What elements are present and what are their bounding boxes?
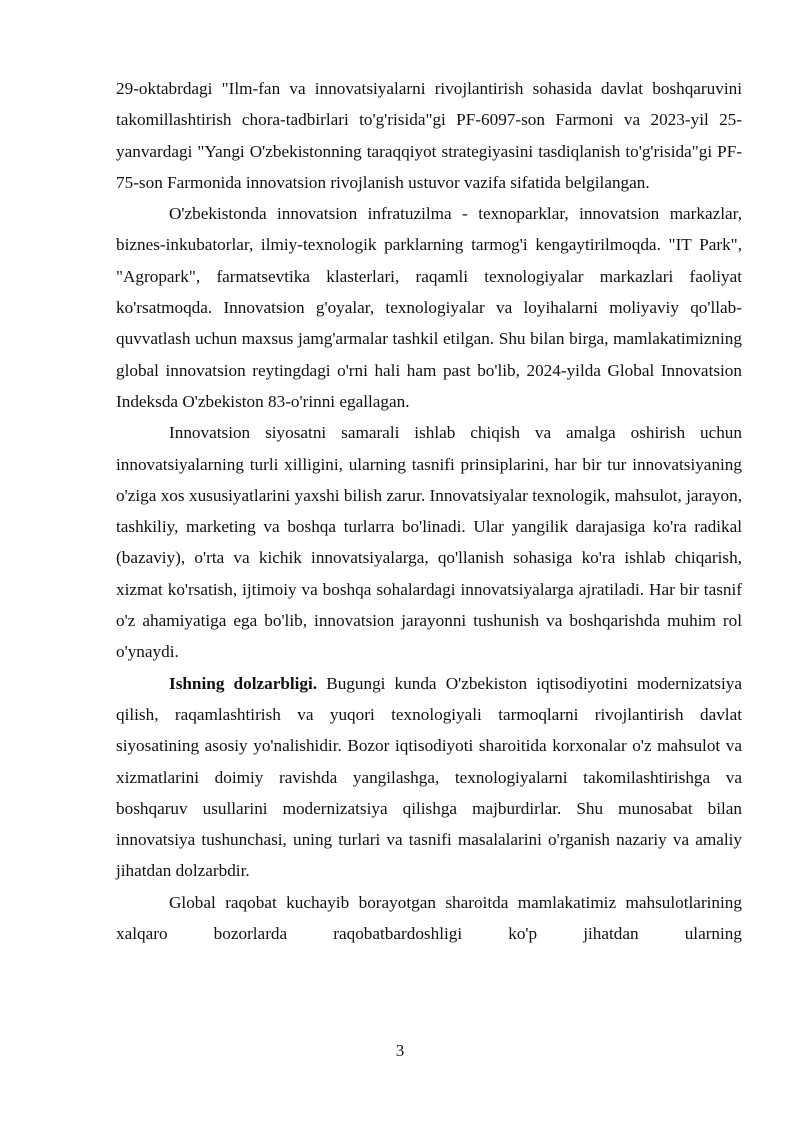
paragraph-text: Global raqobat kuchayib borayotgan sharoitda mamlakatimiz mahsulotlarining xalqaro bozorlarda raqobatbardoshligi ko'p jihatdan ularning — [116, 892, 742, 944]
paragraph-decree-continuation — [116, 73, 742, 198]
paragraph-relevance — [116, 668, 742, 887]
page-number: 3 — [395, 1041, 405, 1060]
paragraph-innovation-policy — [116, 417, 742, 667]
paragraph-text: Bugungi kunda O'zbekiston iqtisodiyotini modernizatsiya qilish, raqamlashtirish va yuqori texnologiyali tarmoqlarni rivojlantirish davlat siyosatining asosiy yo'nalishidir. Bozor iqtisodiyoti sharoitida korxonalar o'z mahsulot va xizmatlarini doimiy ravishda yangilashga, texnologiyalarni takomilashtirishga va boshqaruv usullarini modernizatsiya qilishga majburdirlar. Shu munosabat bilan innovatsiya tushunchasi, uning turlari va tasnifi masalalarini o'rganish nazariy va amaliy jihatdan dolzarbdir. — [116, 673, 742, 881]
paragraph-innovation-infrastructure — [116, 198, 742, 417]
paragraph-global-competition — [116, 887, 742, 950]
paragraph-text: Innovatsion siyosatni samarali ishlab chiqish va amalga oshirish uchun innovatsiyalarning turli xilligini, ularning tasnifi prinsiplarini, har bir tur innovatsiyaning o'ziga xos xususiyatlarini yaxshi bilish zarur. Innovatsiyalar texnologik, mahsulot, jarayon, tashkiliy, marketing va boshqa turlarra bo'linadi. Ular yangilik darajasiga ko'ra radikal (bazaviy), o'rta va kichik innovatsiyalarga, qo'llanish sohasiga ko'ra ishlab chiqarish, xizmat ko'rsatish, ijtimoiy va boshqa sohalardagi innovatsiyalarga ajratiladi. Har bir tasnif o'z ahamiyatiga ega bo'lib, innovatsion jarayonni tushunish va boshqarishda muhim rol o'ynaydi. — [116, 423, 742, 662]
paragraph-text: 29-oktabrdagi "Ilm-fan va innovatsiyalarni rivojlantirish sohasida davlat boshqaruvini takomillashtirish chora-tadbirlari to'g'risida"gi PF-6097-son Farmoni va 2023-yil 25-yanvardagi "Yangi O'zbekistonning taraqqiyot strategiyasini tasdiqlanish to'g'risida"gi PF-75-son Farmonida innovatsion rivojlanish ustuvor vazifa sifatida belgilangan. — [116, 79, 742, 192]
document-body — [116, 73, 742, 949]
paragraph-text: O'zbekistonda innovatsion infratuzilma - texnoparklar, innovatsion markazlar, biznes-inkubatorlar, ilmiy-texnologik parklarning tarmog'i kengaytirilmoqda. "IT Park", "Agropark", farmatsevtika klasterlari, raqamli texnologiyalar markazlari faoliyat ko'rsatmoqda. Innovatsion g'oyalar, texnologiyalar va loyihalarni moliyaviy qo'llab-quvvatlash uchun maxsus jamg'armalar tashkil etilgan. Shu bilan birga, mamlakatimizning global innovatsion reytingdagi o'rni hali ham past bo'lib, 2024-yilda Global Innovatsion Indeksda O'zbekiston 83-o'rinni egallagan. — [116, 204, 742, 411]
paragraph-lead-heading: Ishning dolzarbligi. — [169, 673, 318, 693]
